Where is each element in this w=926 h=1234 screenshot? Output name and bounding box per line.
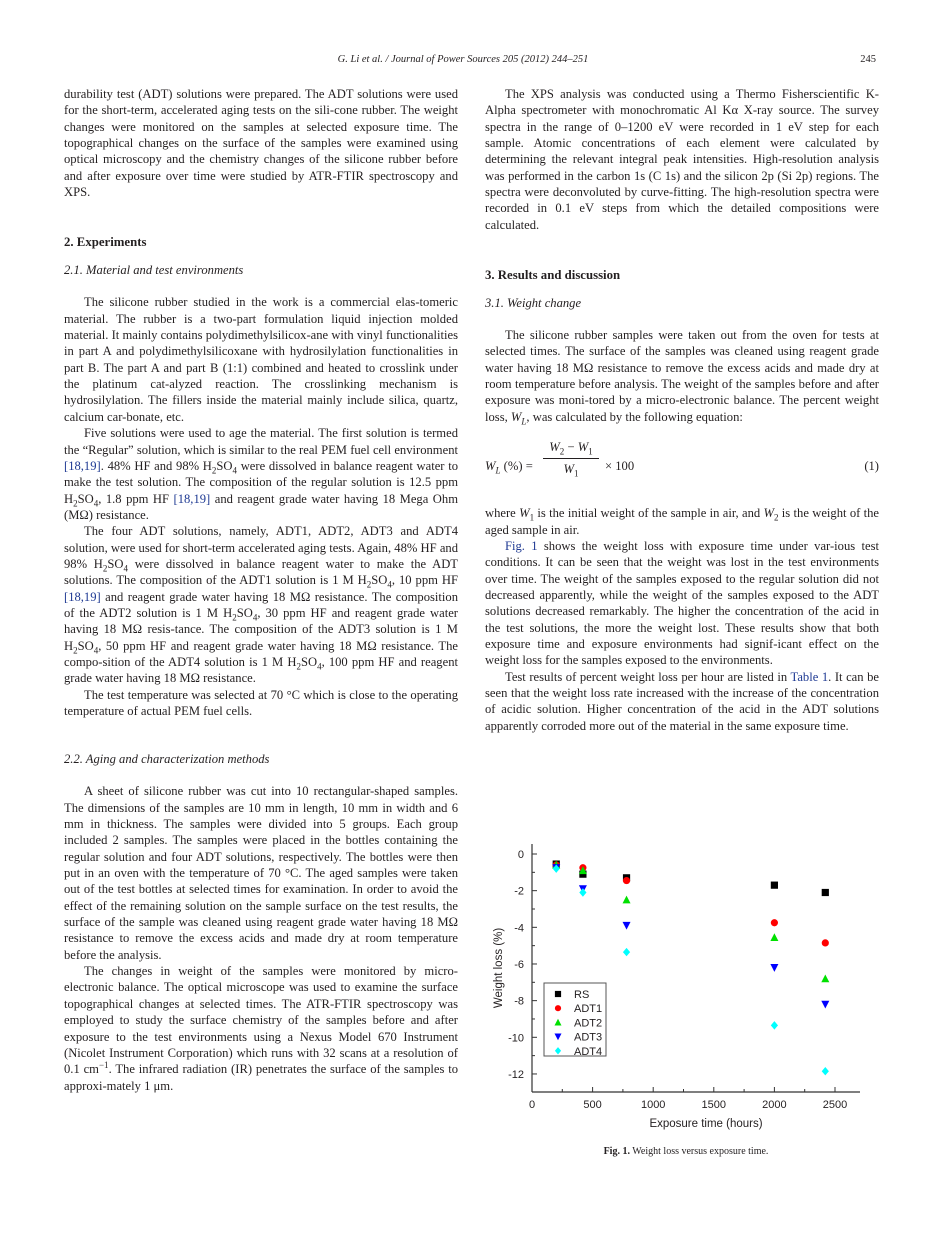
figure-discussion-paragraph: Fig. 1 shows the weight loss with exposure time under var-ious test conditions. It can be seen that the weight was lost in the test environments over time. The weight of the samples exposed to the regular solution did not decreased apparently, while the weight of the samples exposed to the ADT solutions decreased remarkably. The higher the concentration of the acid in the test solutions, the more the weight lost. These results show that both exposure time and exposure environments had signif-icant effect on the weight loss for the samples exposed to the environments. xyxy=(485,538,879,668)
left-column xyxy=(64,86,458,1094)
legend-label: ADT1 xyxy=(574,1003,603,1016)
legend-label: ADT4 xyxy=(574,1045,603,1058)
figure-link[interactable]: Fig. 1 xyxy=(505,538,538,553)
y-tick-label: 0 xyxy=(517,849,524,861)
table-discussion-paragraph: Test results of percent weight loss per hour are listed in Table 1. It can be seen that the weight loss rate increased with the increase of the concentration of acidic solution. Higher concentration of the acid in the ADT solutions apparently corroded more out of the material in the same exposure time. xyxy=(485,669,879,733)
figure-caption xyxy=(486,1145,886,1159)
y-axis-label: Weight loss (%) xyxy=(493,927,505,1009)
journal-citation: G. Li et al. / Journal of Power Sources 205 (2012) 244–251 xyxy=(337,54,589,65)
chart-legend xyxy=(544,983,606,1058)
equation-1 xyxy=(485,439,879,495)
x-tick-label: 2000 xyxy=(762,1099,787,1111)
caption-label: Fig. 1. xyxy=(603,1146,630,1157)
where-paragraph: where $W_1$ is the initial weight of the sample in air, and $W_2$ is the weight of the aged sample in air. xyxy=(485,506,880,537)
x-tick-label: 500 xyxy=(583,1099,602,1111)
running-head xyxy=(0,54,926,70)
equation-number: (1) xyxy=(864,459,879,474)
citation-link[interactable]: [18,19] xyxy=(64,458,101,473)
equation-multiplier: × 100 xyxy=(605,459,635,474)
x-tick-label: 2500 xyxy=(822,1099,848,1111)
legend-label: ADT3 xyxy=(574,1031,603,1044)
series-rs xyxy=(553,860,829,896)
table-link[interactable]: Table 1 xyxy=(790,669,829,684)
right-column xyxy=(485,86,879,734)
series-adt2 xyxy=(552,861,829,982)
section-2-2-heading: 2.2. Aging and characterization methods xyxy=(64,752,270,767)
y-tick-label: -12 xyxy=(508,1068,524,1081)
equation-lhs: $W_L$ (%) = xyxy=(485,459,533,476)
y-tick-label: -10 xyxy=(508,1032,524,1045)
legend-label: ADT2 xyxy=(574,1017,603,1030)
y-tick-label: -2 xyxy=(514,885,524,898)
y-tick-label: -6 xyxy=(514,958,524,971)
equation-fraction: $\frac{W_2 - W_1}{W_1}$ xyxy=(543,439,599,477)
figure-1 xyxy=(486,836,886,1166)
citation-link[interactable]: [18,19] xyxy=(64,589,101,604)
aging-paragraph: A sheet of silicone rubber was cut into 10 rectangular-shaped samples. The dimensions of the samples are 10 mm in length, 10 mm in width and 6 mm in thickness. The samples were divided into 5 groups. Each group included 2 samples. The samples were placed in the bottles containing the regular solution and four ADT solutions, respectively. The bottles were then put in an oven with the temperature of 70 °C. The aged samples were taken out of the test bottles at selected times for examination. In order to avoid the effect of the remaining solution on the sample surface on the test results, the surface of the sample was cleaned using reagent grade water having 18 MΩ resistance to remove the excess acids and made dry at room temperature before the analysis. xyxy=(64,784,458,962)
x-axis-label: Exposure time (hours) xyxy=(649,1118,763,1130)
legend-label: RS xyxy=(574,989,590,1001)
changes-paragraph: The changes in weight of the samples were monitored by micro-electronic balance. The optical microscope was used to examine the surface topographical changes at selected times. The ATR-FTIR spectroscopy was employed to study the surface chemistry of the samples before and after exposure to the test environments using a Nexus Model 670 Instrument (Nicolet Instrument Corporation) which runs with 32 scans at a resolution of 0.1 $cm^{-1}$. The infrared radiation (IR) penetrates the surface of the samples to approxi-mately 1 μm. xyxy=(64,964,458,1093)
weight-paragraph: The silicone rubber samples were taken out from the oven for tests at selected times. The surface of the samples was cleaned using reagent grade water having 18 MΩ resistance to remove the excess acids and made dry at room temperature before analysis. The weight of the samples before and after exposure was moni-tored by a micro-electronic balance. The percent weight loss, $W_L$, was calculated by the following equation: xyxy=(485,328,879,427)
section-3-heading: 3. Results and discussion xyxy=(485,268,621,283)
page-number: 245 xyxy=(860,54,876,65)
solutions-paragraph: Five solutions were used to age the material. The first solution is termed the “Regular” solution, which is similar to the real PEM fuel cell environment [18,19]. 48% HF and 98% $H_2SO_4$ were dissolved in balance reagent water to make the test solution. The composition of the regular solution is 12.5 ppm $H_2SO_4$, 1.8 ppm HF [18,19] and reagent grade water having 18 Mega Ohm (MΩ) resistance. xyxy=(64,426,458,522)
y-tick-label: -4 xyxy=(514,922,524,935)
caption-text: Weight loss versus exposure time. xyxy=(629,1146,769,1157)
section-2-heading: 2. Experiments xyxy=(64,235,147,250)
x-tick-label: 1500 xyxy=(701,1099,727,1111)
citation-link[interactable]: [18,19] xyxy=(173,491,211,506)
temperature-paragraph: The test temperature was selected at 70 °C which is close to the operating temperature of actual PEM fuel cells. xyxy=(64,687,458,718)
section-2-1-heading: 2.1. Material and test environments xyxy=(64,263,244,278)
x-tick-label: 1000 xyxy=(640,1099,666,1111)
adt-paragraph: The four ADT solutions, namely, ADT1, ADT2, ADT3 and ADT4 solution, were used for short-term accelerated aging tests. Again, 48% HF and 98% $H_2SO_4$ were dissolved in balance reagent water to make the ADT solutions. The composition of the ADT1 solution is 1 M $H_2SO_4$, 10 ppm HF [18,19] and reagent grade water having 18 MΩ resistance. The composition of the ADT2 solution is 1 M $H_2SO_4$, 30 ppm HF and reagent grade water having 18 MΩ resis-tance. The composition of the ADT3 solution is 1 M $H_2SO_4$, 50 ppm HF and reagent grade water having 18 MΩ resistance. The compo-sition of the ADT4 solution is 1 M $H_2SO_4$, 100 ppm HF and reagent grade water having 18 MΩ resistance. xyxy=(64,524,458,686)
intro-paragraph: durability test (ADT) solutions were prepared. The ADT solutions were used for the short-term, accelerated aging tests on the sili-cone rubber. The weight changes were monitored on the samples at selected exposure time. The topographical changes on the surface of the samples were examined using optical microscopy and the chemistry changes of the silicone rubber before and after exposure over time were studied by ATR-FTIR spectroscopy and XPS. xyxy=(64,87,458,200)
xps-paragraph: The XPS analysis was conducted using a Thermo Fisherscientific K-Alpha spectrometer with monochromatic Al Kα X-ray source. The survey spectra in the range of 0–1200 eV were recorded in 1 eV step for each sample. Atomic concentrations of each element were calculated by determining the relevant integral peak intensities. High-resolution analysis was performed in the carbon 1s (C 1s) and the silicon 2p (Si 2p) regions. The spectra were deconvoluted by curve-fitting. The high-resolution spectra were recorded in 0.1 eV steps from which the detailed compositions were calculated. xyxy=(485,87,879,232)
y-tick-label: -8 xyxy=(514,995,524,1008)
series-adt1 xyxy=(553,861,829,946)
x-tick-label: 0 xyxy=(528,1099,536,1111)
section-3-1-heading: 3.1. Weight change xyxy=(485,296,582,311)
weight-loss-chart xyxy=(486,836,886,1146)
material-paragraph: The silicone rubber studied in the work is a commercial elas-tomeric material. The rubber is a two-part formulation liquid injection molded material. It mainly contains polydimethylsilicox-ane with vinyl functionalities in part A and polydimethylsilicoxane with hydrosilylation functionalities in part B. The part A and part B (1:1) combined and heated to crosslink under the platinum cat-alyzed reaction. The crosslinking mechanism is hydrosilylation. The fillers inside the material mainly include silica, quartz, calcium car-bonate, etc. xyxy=(64,295,458,424)
